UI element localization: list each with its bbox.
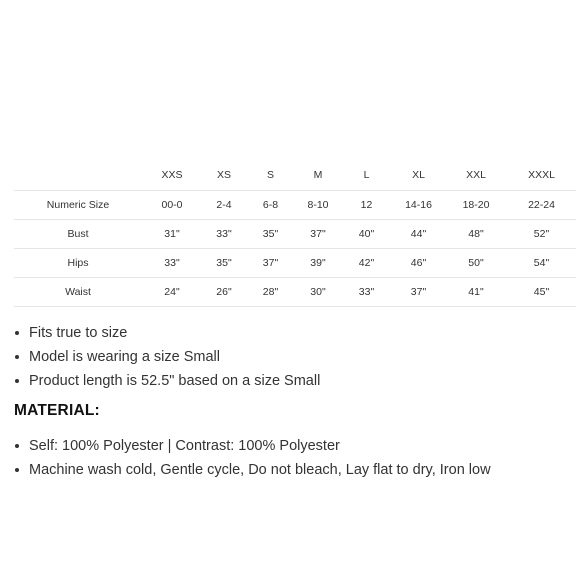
table-cell: 44" — [410, 228, 427, 240]
table-cell: 18-20 — [462, 199, 490, 211]
size-header-xs: XS — [216, 169, 231, 181]
table-cell: 6-8 — [262, 199, 279, 211]
table-cell: 31" — [164, 228, 180, 240]
table-cell: 12 — [360, 199, 373, 211]
table-cell: 54" — [533, 257, 550, 269]
bullet-icon — [15, 331, 19, 335]
material-list — [14, 434, 491, 482]
table-cell: 28" — [262, 286, 279, 298]
row-label: Numeric Size — [46, 199, 110, 211]
hips-row — [14, 249, 576, 278]
table-cell: 8-10 — [307, 199, 329, 211]
size-header-m: M — [313, 169, 323, 181]
row-label: Waist — [65, 286, 91, 298]
numeric-size-row — [14, 191, 576, 220]
table-cell: 33" — [358, 286, 375, 298]
fit-note-text: Product length is 52.5" based on a size Small — [29, 373, 321, 389]
material-text: Self: 100% Polyester | Contrast: 100% Polyester — [29, 438, 340, 454]
row-label: Bust — [67, 228, 89, 240]
table-cell: 22-24 — [528, 199, 555, 211]
table-cell: 45" — [533, 286, 550, 298]
size-header-xl: XL — [412, 169, 425, 181]
size-header-l: L — [363, 169, 370, 181]
size-header-xxs: XXS — [161, 169, 183, 181]
fit-notes-list — [14, 321, 320, 393]
waist-row — [14, 278, 576, 307]
table-cell: 00-0 — [161, 199, 183, 211]
table-cell: 40" — [358, 228, 375, 240]
material-heading: MATERIAL: — [14, 402, 100, 419]
table-cell: 35" — [216, 257, 232, 269]
bust-row — [14, 220, 576, 249]
list-item — [14, 369, 320, 393]
table-cell: 26" — [216, 286, 232, 298]
size-header-xxl: XXL — [466, 169, 486, 181]
table-cell: 52" — [533, 228, 550, 240]
table-cell: 37" — [310, 228, 326, 240]
care-instructions-text: Machine wash cold, Gentle cycle, Do not bleach, Lay flat to dry, Iron low — [29, 462, 491, 478]
list-item — [14, 321, 320, 345]
size-header-s: S — [266, 169, 274, 181]
table-cell: 46" — [410, 257, 427, 269]
table-cell: 30" — [310, 286, 326, 298]
fit-note-text: Model is wearing a size Small — [29, 349, 220, 365]
table-cell: 41" — [468, 286, 484, 298]
table-cell: 48" — [468, 228, 484, 240]
table-cell: 33" — [164, 257, 180, 269]
table-cell: 37" — [410, 286, 427, 298]
table-cell: 35" — [262, 228, 279, 240]
bullet-icon — [15, 444, 19, 448]
fit-note-text: Fits true to size — [29, 325, 128, 341]
table-cell: 50" — [468, 257, 484, 269]
bullet-icon — [15, 355, 19, 359]
size-header-row — [14, 160, 576, 191]
row-label: Hips — [67, 257, 89, 269]
table-cell: 37" — [262, 257, 279, 269]
list-item — [14, 345, 320, 369]
list-item — [14, 434, 491, 458]
bullet-icon — [15, 468, 19, 472]
bullet-icon — [15, 379, 19, 383]
table-cell: 33" — [216, 228, 232, 240]
table-cell: 39" — [310, 257, 326, 269]
list-item — [14, 458, 491, 482]
size-chart-table — [14, 160, 576, 307]
table-cell: 42" — [358, 257, 375, 269]
size-header-xxxl: XXXL — [528, 169, 555, 181]
table-cell: 14-16 — [405, 199, 432, 211]
table-cell: 2-4 — [216, 199, 232, 211]
table-cell: 24" — [164, 286, 180, 298]
